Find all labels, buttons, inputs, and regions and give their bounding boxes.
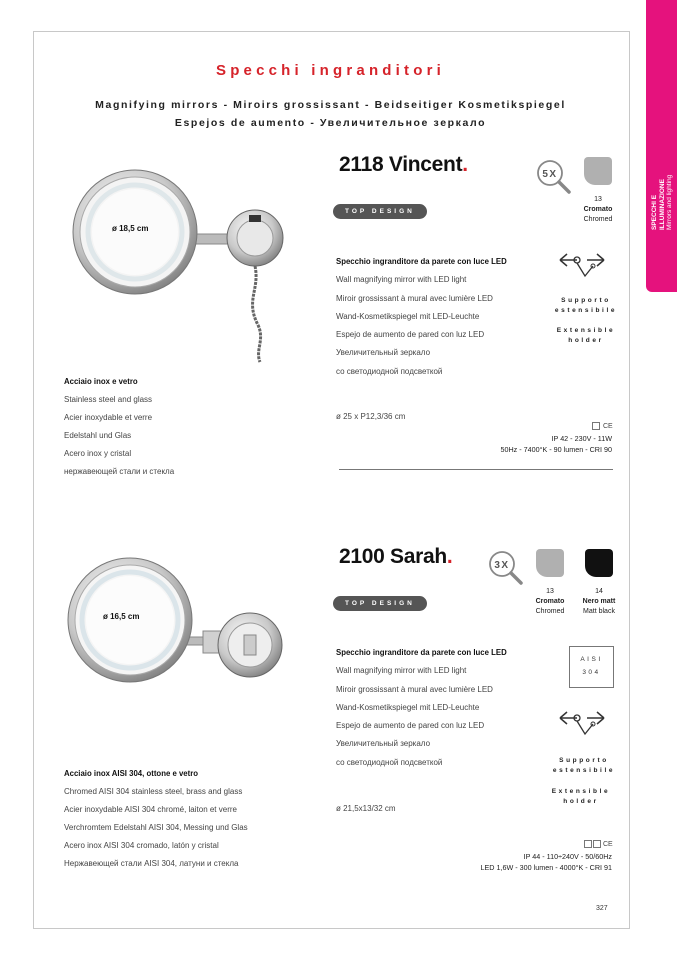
aisi-304-badge: AISI 304 (569, 646, 614, 688)
page-title: Specchi ingranditori (215, 62, 446, 79)
support-label-en: Extensible holder (556, 327, 616, 344)
spec-line1: IP 42 - 230V - 11W (551, 434, 612, 443)
spec-line1: IP 44 - 110÷240V - 50/60Hz (523, 852, 612, 861)
dimensions: ø 25 x P12,3/36 cm (336, 412, 406, 421)
diameter-label: ø 18,5 cm (112, 224, 149, 233)
diameter-label: ø 16,5 cm (103, 612, 140, 621)
product-image-vincent (60, 150, 300, 365)
finish-label-chromed: 13 Cromato Chromed (535, 588, 565, 615)
extensible-arm-icon (557, 250, 607, 280)
material-block: Acciaio inox AISI 304, ottone e vetro Chromed AISI 304 stainless steel, brass and glass Acier inoxydable AISI 304 chromé, laiton et verre Verchromtem Edelstahl AISI 304, Messing und Glas Acero inox AISI 304 cromado, latón y cristal Нержавеющей стали AISI 304, латуни и стекла (64, 769, 248, 868)
page-subtitle-line1: Magnifying mirrors - Miroirs grossissant - Beidseitiger Kosmetikspiegel (95, 99, 566, 111)
dimensions: ø 21,5x13/32 cm (336, 804, 396, 813)
finish-swatch-chromed[interactable] (536, 549, 564, 577)
finish-label-matt-black: 14 Nero matt Matt black (582, 588, 616, 615)
side-tab-label: SPECCHI E ILLUMINAZIONE Mirrors and lighting (651, 174, 673, 230)
magnifier-icon (487, 549, 525, 587)
finish-label-chromed: 13 Cromato Chromed (583, 196, 613, 223)
magnifier-icon (535, 158, 573, 196)
section-divider (339, 469, 613, 470)
product-description: Specchio ingranditore da parete con luce LED Wall magnifying mirror with LED light Miroir grossissant à mural avec lumière LED Wand-Kosmetikspiegel mit LED-Leuchte Espejo de aumento de pared con luz LED Увеличительный зеркало со светодиодной подсветкой (336, 648, 507, 767)
ce-mark: CE (592, 422, 613, 430)
support-label-it: Supporto estensibile (552, 757, 616, 774)
magnification-label: 3X (494, 560, 510, 571)
product-name: 2118 Vincent. (339, 153, 468, 176)
top-design-badge: TOP DESIGN (333, 596, 427, 611)
spec-line2: 50Hz - 7400°K - 90 lumen - CRI 90 (500, 445, 612, 454)
ce-mark: CE (584, 840, 613, 848)
product-description: Specchio ingranditore da parete con luce LED Wall magnifying mirror with LED light Miroir grossissant à mural avec lumière LED Wand-Kosmetikspiegel mit LED-Leuchte Espejo de aumento de pared con luz LED Увеличительный зеркало со светодиодной подсветкой (336, 257, 507, 376)
top-design-badge: TOP DESIGN (333, 204, 427, 219)
finish-swatch-chromed[interactable] (584, 157, 612, 185)
product-name: 2100 Sarah. (339, 545, 453, 568)
material-block: Acciaio inox e vetro Stainless steel and glass Acier inoxydable et verre Edelstahl und Glas Acero inox y cristal нержавеющей стали и стекла (64, 377, 175, 476)
magnification-label: 5X (542, 169, 558, 180)
support-label-en: Extensible holder (551, 788, 611, 805)
finish-swatch-matt-black[interactable] (585, 549, 613, 577)
spec-line2: LED 1,6W - 300 lumen - 4000°K - CRI 91 (480, 863, 612, 872)
extensible-arm-icon (557, 708, 607, 738)
product-image-sarah (60, 545, 290, 705)
page-number: 327 (596, 905, 608, 912)
support-label-it: Supporto estensibile (554, 297, 618, 314)
page-subtitle-line2: Espejos de aumento - Увеличительное зеркало (174, 117, 487, 129)
